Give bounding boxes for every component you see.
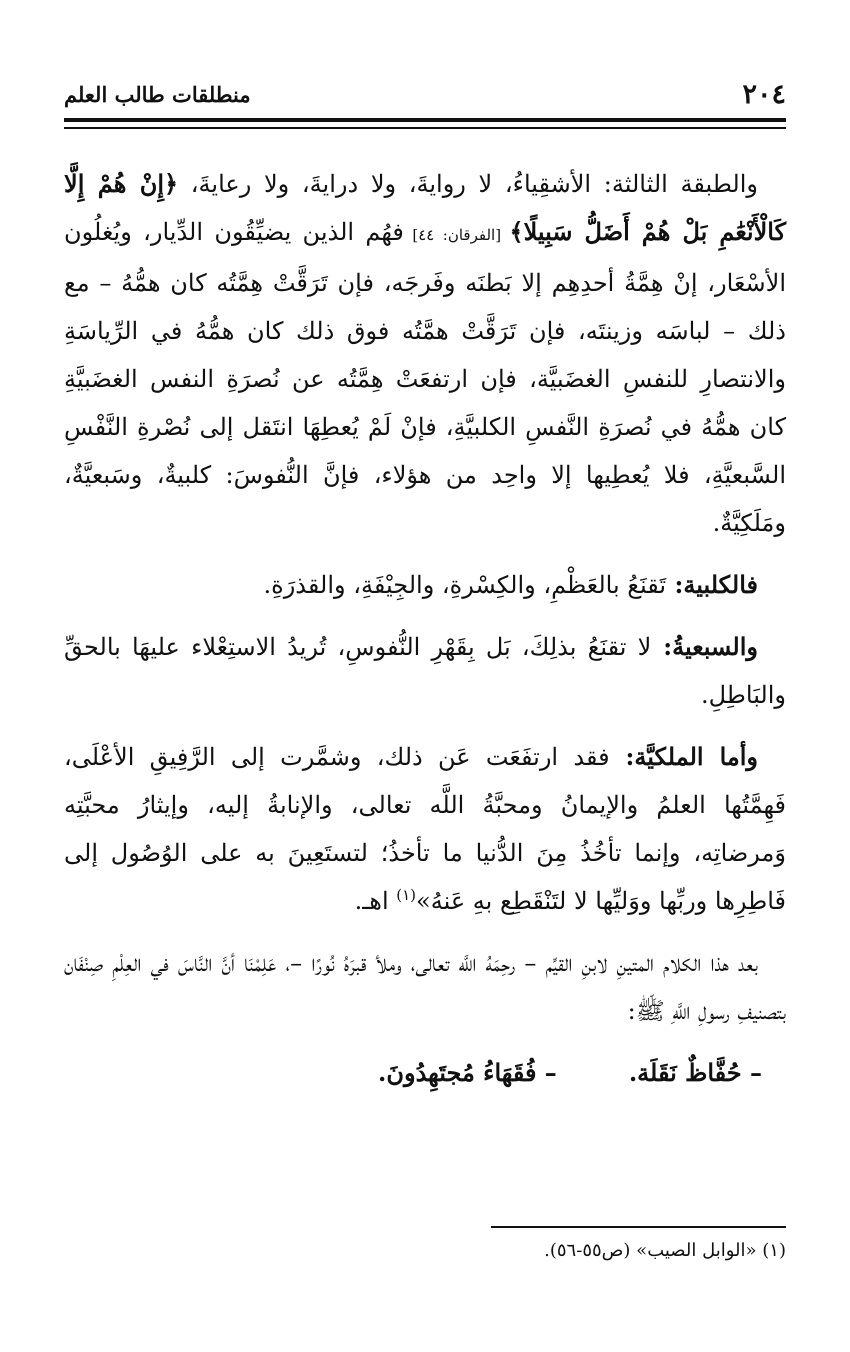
term-heading: فالكلبية: (666, 570, 758, 599)
footnote-marker: (١) (396, 886, 417, 904)
kind-memorizers: – حُفَّاظٌ نَقَلَة. (628, 1058, 762, 1087)
verse-reference: [الفرقان: ٤٤] (403, 226, 510, 244)
header-rule-thick (64, 118, 786, 122)
paragraph-text: بعد هذا الكلام المتينِ لابنِ القيِّم – رحِمَهُ اللَّه تعالى، وملأ قبرَهُ نُورًا –، عَلِمْنَا أنَّ النَّاسَ في العِلْمِ صِنْفَان بتصنيفِ رسولِ اللَّهِ ﷺ: (64, 949, 786, 1025)
page-header (64, 74, 786, 114)
running-title: منطلقات طالب العلم (64, 81, 251, 107)
page-body (64, 160, 786, 1097)
paragraph-text: تَقنَعُ بالعَظْمِ، والكِسْرةِ، والجِيْفَةِ، والقذرَةِ. (263, 571, 667, 599)
term-heading: وأما الملكيَّة: (609, 742, 758, 771)
paragraph-text: فقد ارتفَعَت عَن ذلك، وشمَّرت إلى الرَّفِيقِ الأعْلَى، فَهِمَّتُها العلمُ والإيمانُ ومحبَّةُ اللَّه تعالى، والإنابةُ إليه، وإيثارُ محبَّتِه وَمرضاتِه، وإنما تأخُذُ مِنَ الدُّنيا ما تأخذُ؛ لتستَعِينَ به على الوُصُول إلى فَاطِرِها وربِّها ووَليِّها لا لتَنْقَطِع بهِ عَنهُ» (64, 743, 786, 915)
header-rule-thin (64, 127, 786, 129)
paragraph-kalbiyya (64, 561, 786, 609)
paragraph-text: فهُم الذين يضيِّقُون الدِّيار، ويُغلُون الأسْعَار، إنْ هِمَّةُ أحدِهِم إلا بَطنَه وفَرجَه، فإن تَرَقَّتْ هِمَّتُه كان همُّهُ – مع ذلك – لباسَه وزينتَه، فإن تَرَقَّتْ همَّتُه فوق ذلك كان همُّهُ في الرِّياسَةِ والانتصارِ للنفسِ الغضَبيَّة، فإن ارتفعَتْ هِمَّتُه عن نُصرَةِ النفس الغضَبيَّةِ كان همُّهُ في نُصرَةِ النَّفسِ الكلبيَّةِ، فإنْ لَمْ يُعطِهَا انتَقل إلى نُصْرةِ النَّفْسِ السَّبعيَّةِ، فلا يُعطِيها إلا واحِد من هؤلاء، فإنَّ النُّفوسَ: كلبيةٌ، وسَبعيَّةٌ، ومَلَكِيَّةٌ. (64, 218, 786, 537)
kind-jurists: – فُقَهَاءُ مُجتَهِدُونَ. (378, 1058, 557, 1087)
footnote: (١) «الوابل الصيب» (ص٥٥-٥٦). (544, 1240, 786, 1261)
paragraph-tail: اهـ. (354, 887, 397, 915)
paragraph-text: والطبقة الثالثة: الأشقِياءُ، لا روايةَ، ولا درايةَ، ولا رعايةَ، (178, 170, 758, 198)
paragraph-text: لا تقنَعُ بذلِكَ، بَل بِقَهْرِ النُّفوسِ، تُريدُ الاستِعْلاء عليهَا بالحقِّ والبَاطِلِ. (64, 633, 786, 709)
paragraph-third-class (64, 160, 786, 547)
page-number: ٢٠٤ (742, 78, 786, 110)
footnote-rule (491, 1226, 786, 1228)
term-heading: والسبعيةُ: (651, 632, 758, 661)
two-kinds-list (64, 1049, 786, 1097)
paragraph-sabiyya (64, 623, 786, 719)
paragraph-conclusion (64, 939, 786, 1035)
quran-verse: ﴿إِنْ هُمْ إِلَّا كَالْأَنْعَٰمِ بَلْ هُمْ أَضَلُّ سَبِيلًا﴾ (64, 169, 787, 246)
paragraph-malakiyya (64, 733, 786, 925)
